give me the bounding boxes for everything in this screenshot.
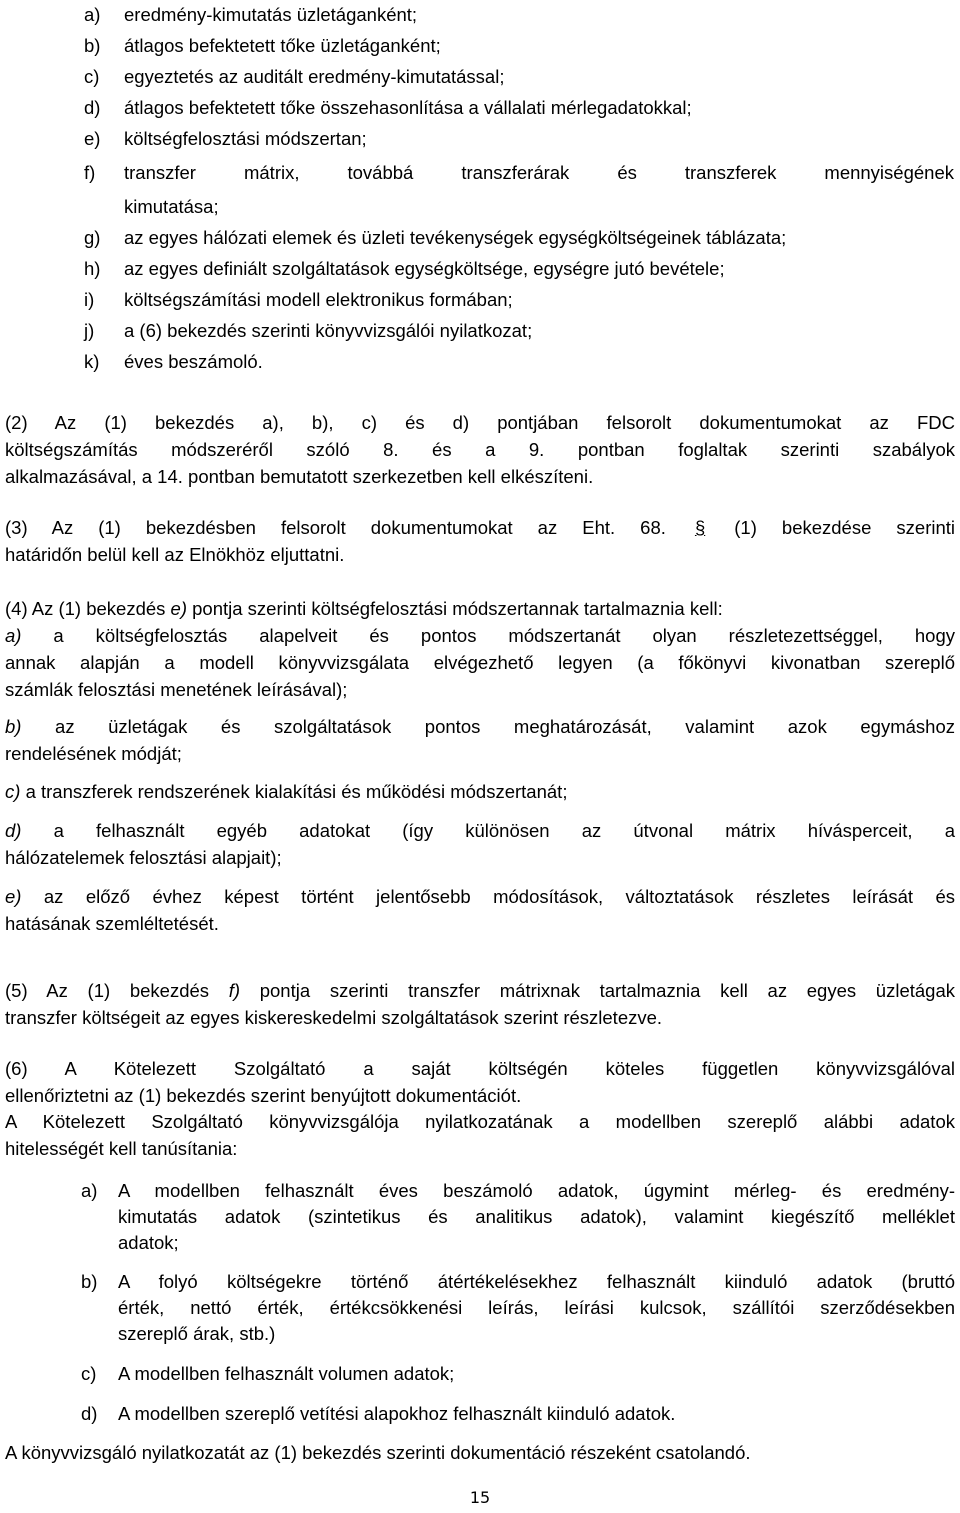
p4-item-text: a felhasznált egyéb adatokat (így különösen az útvonal mátrix hívásperceit, a [53,820,956,841]
list2-item-text: adatok; [118,1232,179,1253]
list-item-label: c) [84,66,100,87]
paragraph-2-line: alkalmazásával, a 14. pontban bemutatott szerkezetben kell elkészíteni. [5,466,594,487]
p5-emph: f) [228,980,241,1001]
paragraph-6-line: ellenőriztetni az (1) bekezdés szerint benyújtott dokumentációt. [5,1085,522,1106]
list-item-text: eredmény-kimutatás üzletáganként; [124,4,418,25]
p4-item-line [5,886,955,908]
list2-item-text: A modellben szereplő vetítési alapokhoz felhasznált kiinduló adatok. [118,1403,676,1424]
list-item-label: g) [84,227,101,248]
list-item-label: h) [84,258,101,279]
list-item-text: a (6) bekezdés szerinti könyvvizsgálói nyilatkozat; [124,320,533,341]
p4-item-label: e) [5,886,22,907]
list-item-label: a) [84,4,101,25]
p4-item-text: a költségfelosztás alapelveit és pontos módszertanát olyan részletezettséggel, hogy [53,625,955,646]
list-item-text: kimutatása; [124,196,219,217]
list-item-text: éves beszámoló. [124,351,263,372]
list2-item-text: A modellben felhasznált éves beszámoló adatok, úgymint mérleg- és eredmény- [118,1180,955,1201]
paragraph-3-line: határidőn belül kell az Elnökhöz eljuttatni. [5,544,345,565]
list2-item-text: érték, nettó érték, értékcsökkenési leírás, leírási kulcsok, szállítói szerződésekben [118,1297,955,1318]
list-item-text: átlagos befektetett tőke összehasonlítása a vállalati mérlegadatokkal; [124,97,692,118]
p4-item-text: a transzferek rendszerének kialakítási és működési módszertanát; [25,781,568,802]
list-item-label: e) [84,128,101,149]
list2-item-text: A modellben felhasznált volumen adatok; [118,1363,455,1384]
list-item-text: az egyes hálózati elemek és üzleti tevékenységek egységköltségeinek táblázata; [124,227,787,248]
paragraph-5-line: transzfer költségeit az egyes kiskereskedelmi szolgáltatások szerint részletezve. [5,1007,663,1028]
closing-sentence: A könyvvizsgáló nyilatkozatát az (1) bekezdés szerinti dokumentáció részeként csatolandó. [5,1442,751,1463]
p4-item-line: annak alapján a modell könyvvizsgálata elvégezhető legyen (a főkönyvi kivonatban szereplő [5,652,955,673]
p4-item-label: a) [5,625,22,646]
list-item-label: d) [84,97,101,118]
list-item [0,162,960,184]
list2-item-text: A folyó költségekre történő átértékelésekhez felhasznált kiinduló adatok (bruttó [118,1271,955,1292]
paragraph-3-line [5,517,955,539]
p4-item-line [5,625,955,647]
section-sign: § [694,517,706,538]
list2-item-label: c) [81,1363,97,1384]
p4-emph: e) [170,598,187,619]
list-item-text: átlagos befektetett tőke üzletáganként; [124,35,441,56]
list-item-text: transzfer mátrix, továbbá transzferárak és transzferek mennyiségének [124,162,954,183]
p4-item-text: az előző évhez képest történt jelentősebb módosítások, változtatások részletes leírását és [43,886,955,907]
p4-item-line [5,716,955,738]
p4-item-line [5,781,567,803]
p4-text: pontja szerinti költségfelosztási módszertannak tartalmaznia kell: [187,598,723,619]
list2-item-text: kimutatás adatok (szintetikus és analitikus adatok), valamint kiegészítő melléklet [118,1206,955,1227]
list-item-text: költségszámítási modell elektronikus formában; [124,289,513,310]
p4-item-line [5,820,955,842]
p3-text: (1) bekezdése szerinti [734,517,956,538]
page-number: 15 [469,1488,491,1507]
p4-item-text: az üzletágak és szolgáltatások pontos meghatározását, valamint azok egymáshoz [55,716,956,737]
paragraph-6-line: A Kötelezett Szolgáltató könyvvizsgálója nyilatkozatának a modellben szereplő alábbi adatok [5,1111,955,1132]
p4-item-label: b) [5,716,22,737]
list-item-label: f) [84,162,96,183]
list-item-text: egyeztetés az auditált eredmény-kimutatással; [124,66,505,87]
p4-item-line: számlák felosztási menetének leírásával); [5,679,348,700]
p4-item-label: c) [5,781,21,802]
p4-item-label: d) [5,820,22,841]
list-item-label: k) [84,351,100,372]
list2-item-label: d) [81,1403,98,1424]
p4-item-line: rendelésének módját; [5,743,182,764]
paragraph-5-line [5,980,955,1002]
paragraph-6-line: (6) A Kötelezett Szolgáltató a saját költségén köteles független könyvvizsgálóval [5,1058,955,1079]
p4-text: (4) Az (1) bekezdés [5,598,171,619]
paragraph-6-line: hitelességét kell tanúsítania: [5,1138,238,1159]
list-item-label: j) [84,320,95,341]
list2-item-label: a) [81,1180,98,1201]
list2-item-text: szereplő árak, stb.) [118,1323,276,1344]
list2-item-label: b) [81,1271,98,1292]
p4-item-line: hálózatelemek felosztási alapjait); [5,847,282,868]
p5-text: (5) Az (1) bekezdés [5,980,229,1001]
p5-text: pontja szerinti transzfer mátrixnak tartalmaznia kell az egyes üzletágak [240,980,955,1001]
list-item-label: b) [84,35,101,56]
paragraph-2-line: (2) Az (1) bekezdés a), b), c) és d) pontjában felsorolt dokumentumokat az FDC [5,412,955,433]
paragraph-2-line: költségszámítás módszeréről szóló 8. és a 9. pontban foglaltak szerinti szabályok [5,439,955,460]
p4-item-line: hatásának szemléltetését. [5,913,219,934]
list-item-label: i) [84,289,95,310]
list-item-text: költségfelosztási módszertan; [124,128,367,149]
p3-text: (3) Az (1) bekezdésben felsorolt dokumentumokat az Eht. 68. [5,517,666,538]
list-item-text: az egyes definiált szolgáltatások egységköltsége, egységre jutó bevétele; [124,258,725,279]
paragraph-4-intro [5,598,723,620]
